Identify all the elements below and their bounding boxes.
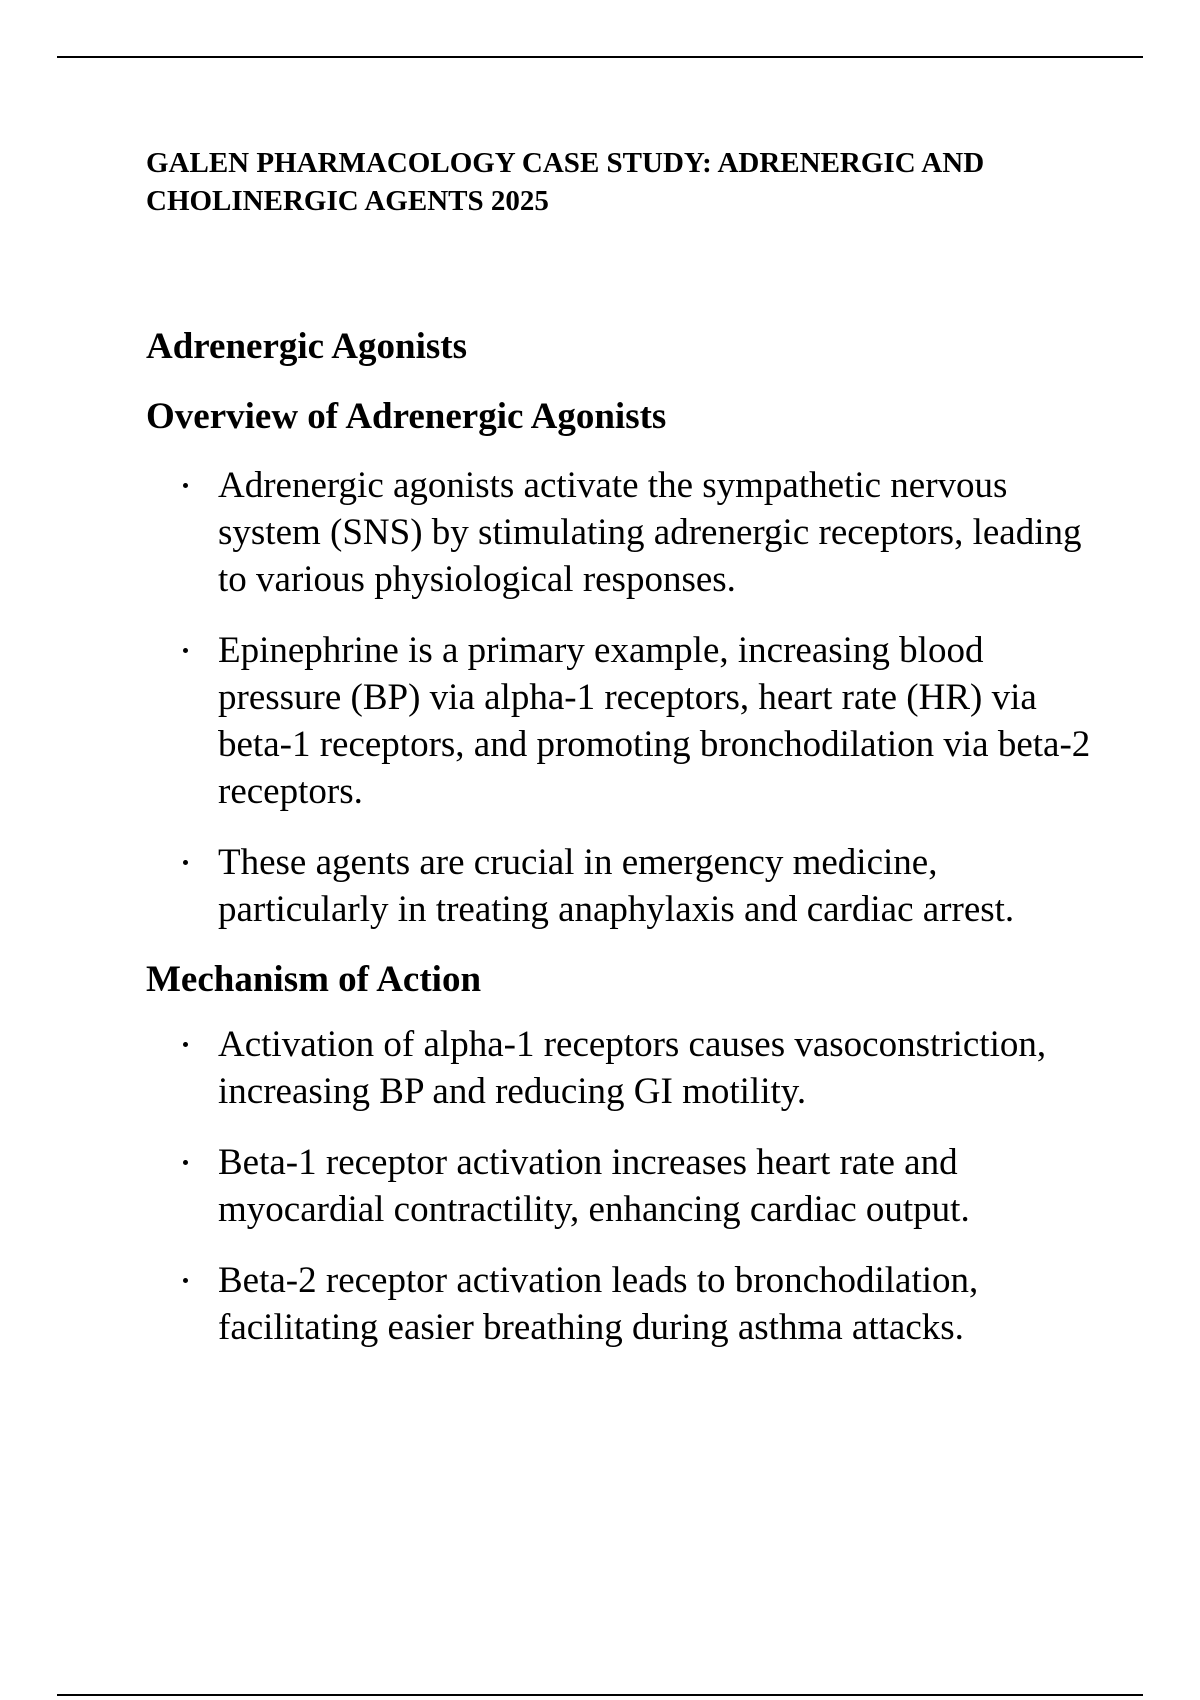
bottom-divider: [57, 1694, 1143, 1696]
list-item: [146, 839, 1096, 933]
page-content: [146, 144, 1096, 1375]
bullet-icon: [183, 860, 188, 865]
overview-list: [146, 462, 1096, 933]
bullet-icon: [183, 1278, 188, 1283]
overview-heading: Overview of Adrenergic Agonists: [146, 396, 667, 437]
list-item-text: Adrenergic agonists activate the sympathetic nervous system (SNS) by stimulating adrenergic receptors, leading to various physiological responses.: [218, 465, 1082, 600]
mechanism-list: [146, 1021, 1096, 1351]
bullet-icon: [183, 483, 188, 488]
bullet-icon: [183, 648, 188, 653]
list-item: [146, 1021, 1096, 1115]
list-item-text: These agents are crucial in emergency medicine, particularly in treating anaphylaxis and cardiac arrest.: [218, 842, 1015, 930]
section-heading: Adrenergic Agonists: [146, 326, 468, 367]
list-item-text: Beta-1 receptor activation increases heart rate and myocardial contractility, enhancing cardiac output.: [218, 1142, 970, 1230]
list-item: [146, 462, 1096, 603]
list-item: [146, 627, 1096, 815]
bullet-icon: [183, 1160, 188, 1165]
list-item-text: Beta-2 receptor activation leads to bronchodilation, facilitating easier breathing during asthma attacks.: [218, 1260, 979, 1348]
document-title: GALEN PHARMACOLOGY CASE STUDY: ADRENERGIC AND CHOLINERGIC AGENTS 2025: [146, 147, 985, 217]
list-item-text: Activation of alpha-1 receptors causes vasoconstriction, increasing BP and reducing GI motility.: [218, 1024, 1047, 1112]
list-item: [146, 1257, 1096, 1351]
list-item-text: Epinephrine is a primary example, increasing blood pressure (BP) via alpha-1 receptors, heart rate (HR) via beta-1 receptors, and promoting bronchodilation via beta-2 receptors.: [218, 630, 1091, 812]
bullet-icon: [183, 1042, 188, 1047]
top-divider: [57, 56, 1143, 58]
list-item: [146, 1139, 1096, 1233]
mechanism-heading: Mechanism of Action: [146, 959, 482, 1000]
